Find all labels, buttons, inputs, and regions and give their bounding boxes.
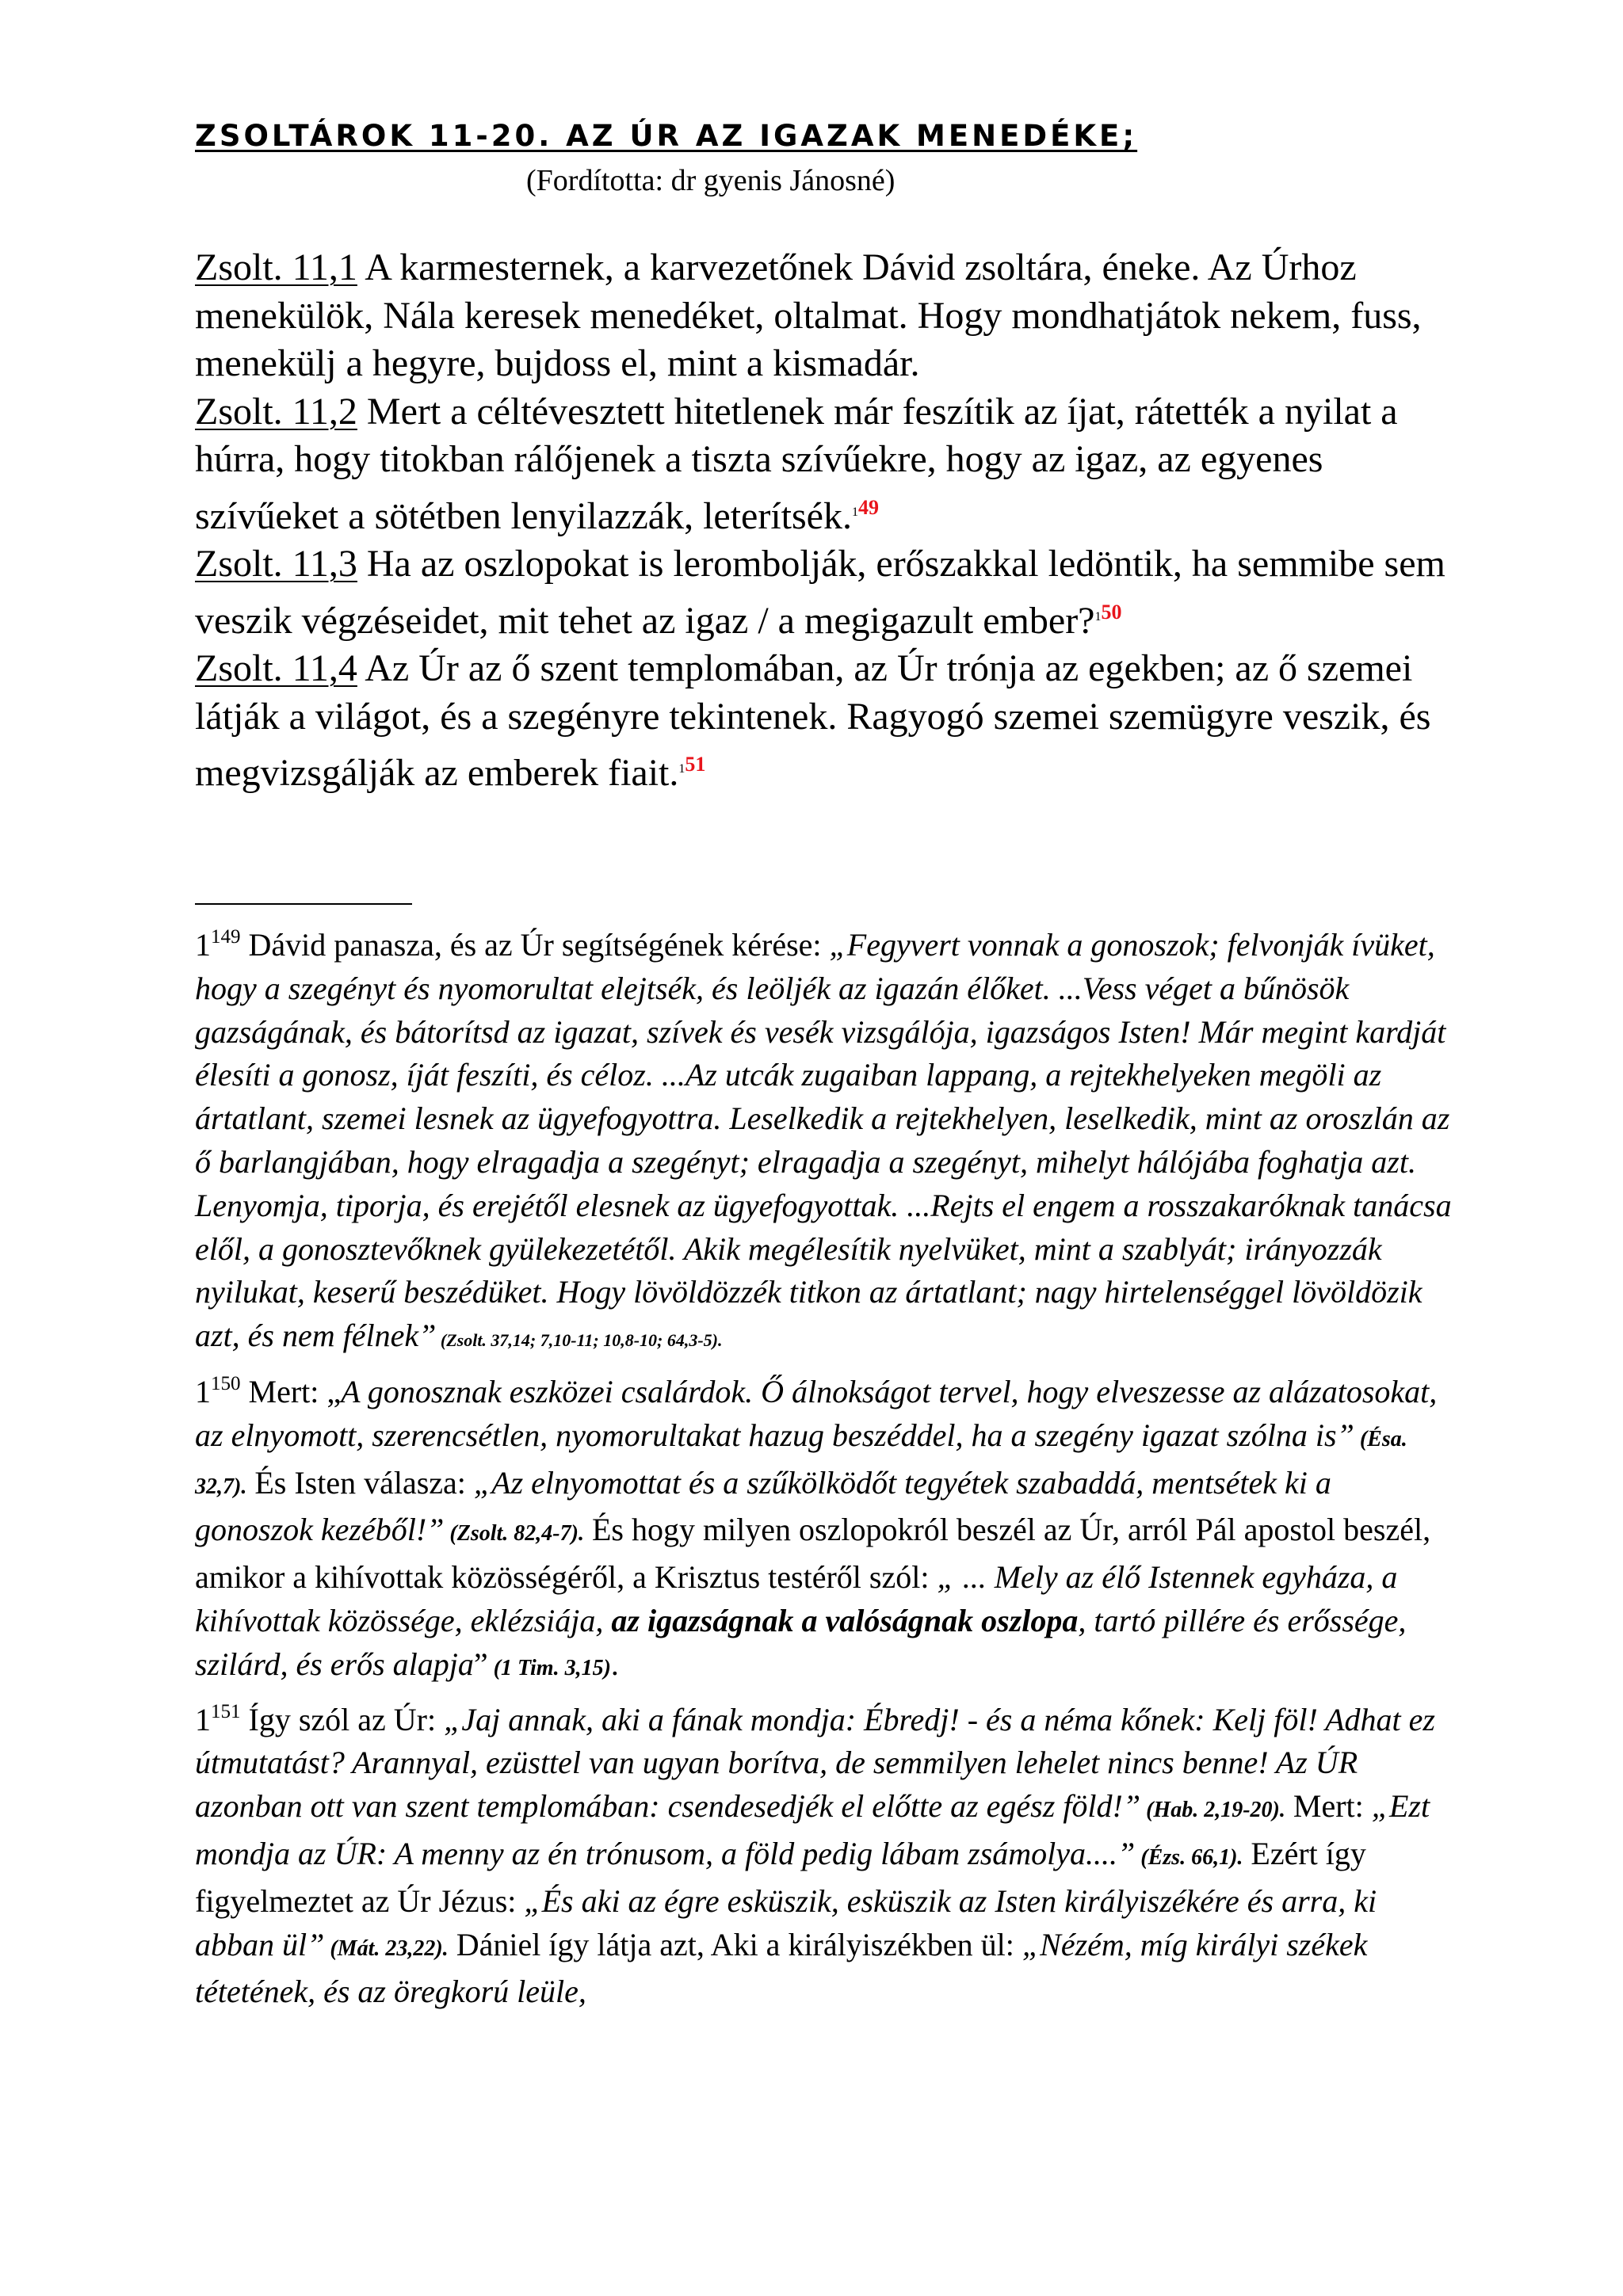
footnote-quote: , tartó pillére és erőssége, szilárd, és erős alapja <box>195 1602 1407 1682</box>
footnote-quote: „Fegyvert vonnak a gonoszok; felvonják ívüket, hogy a szegényt és nyomorultat elejtsék, és leöljék az igazán élőket. ...Vess véget a bűnösök gazságának, és bátorítsd az igazat, szívek és vesék vizsgálója, igazságos Isten! Már megint kardját élesíti a gonosz, íját feszíti, és céloz. ...Az utcák zugaiban lappang, a rejtekhelyeken megöli az ártatlant, szemei lesnek az ügyefogyottra. Leselkedik a rejtekhelyen, leselkedik, mint az oroszlán az ő barlangjában, hogy elragadja a szegényt; elragadja a szegényt, mihelyt hálójába foghatja azt. Lenyomja, tiporja, és erejétől elesnek az ügyefogyottak. ...Rejts el engem a rosszakaróknak tanácsa elől, a gonosztevőknek gyülekezetétől. Akik megélesítik nyelvüket, mint a szablyát; irányozzák nyilukat, keserű beszédüket. Hogy lövöldözzék titkon az ártatlant; nagy hirtelenséggel lövöldözik azt, és nem félnek” <box>195 927 1452 1354</box>
verse-text: Az Úr az ő szent templomában, az Úr trónja az egekben; az ő szemei látják a világot, és a szegényre tekintenek. Ragyogó szemei szemügyre veszik, és megvizsgálják az emberek fiait. <box>195 647 1431 794</box>
footnote-marker[interactable]: 51 <box>685 753 706 776</box>
footnote-quote: „Az elnyomottat és a szűkölködőt tegyétek szabaddá, mentsétek ki a gonoszok kezéből!” <box>195 1464 1331 1548</box>
footnote-quote: „Ezt mondja az ÚR: A menny az én trónusom, a föld pedig lábam zsámolya....” <box>195 1788 1430 1871</box>
title-text: ZSOLTÁROK 11-20. AZ ÚR AZ IGAZAK MENEDÉKE; <box>195 119 1138 153</box>
citation: (Mát. 23,22). <box>324 1936 449 1961</box>
footnote-marker-prefix: 1 <box>1094 609 1102 624</box>
footnote-quote: „Jaj annak, aki a fának mondja: Ébredj! - és a néma kőnek: Kelj föl! Adhat ez útmutatást? Arannyal, ezüsttel van ugyan borítva, de semmilyen lehelet nincs benne! Az ÚR azonban ott van szent templomában: csendesedjék el előtte az egész föld!” <box>195 1701 1435 1825</box>
footnote-quote: „Nézém, míg királyi székek tétetének, és az öregkorú leüle, <box>195 1926 1368 2010</box>
footnote-text: És hogy milyen oszlopokról beszél az Úr, arról Pál apostol beszél, amikor a kihívottak közösségéről, a Krisztus testéről szól: <box>195 1512 1431 1596</box>
footnote-quote: „ ... Mely az élő Istennek egyháza, a kihívottak közössége, eklézsiája, <box>195 1559 1398 1638</box>
verse-11-2 <box>195 388 1455 541</box>
footnote-text: És Isten válasza: <box>246 1464 474 1501</box>
footnote-text: ” <box>473 1646 488 1682</box>
footnote-text: Dániel így látja azt, Aki a királyiszékben ül: <box>448 1926 1022 1962</box>
footnote-text: Ezért így figyelmeztet az Úr Jézus: <box>195 1835 1366 1919</box>
footnote-marker-prefix: 1 <box>851 505 858 519</box>
verse-reference: Zsolt. 11,1 <box>195 246 357 288</box>
verse-text: A karmesternek, a karvezetőnek Dávid zsoltára, éneke. Az Úrhoz menekülök, Nála keresek menedéket, oltalmat. Hogy mondhatjátok nekem, fuss, menekülj a hegyre, bujdoss el, mint a kismadár. <box>195 246 1422 384</box>
footnote-quote: A gonosznak eszközei csalárdok. Ő álnokságot tervel, hogy elveszesse az alázatosokat, az elnyomott, szerencsétlen, nyomorultakat hazug beszéddel, ha a szegény igazat szólna is” <box>195 1373 1438 1453</box>
footnote-marker[interactable]: 50 <box>1101 600 1122 624</box>
footnote-separator <box>195 903 412 905</box>
citation: (Ésa. 32,7). <box>195 1426 1407 1499</box>
document-title <box>195 119 1304 166</box>
footnote-text: Mert: <box>1285 1788 1372 1825</box>
footnote-marker[interactable]: 49 <box>857 495 879 519</box>
footnote-151 <box>195 1691 1455 2015</box>
verse-reference: Zsolt. 11,3 <box>195 543 357 585</box>
footnote-149 <box>195 916 1455 1363</box>
translator-subtitle: (Fordította: dr gyenis Jánosné) <box>526 164 896 197</box>
footnote-number: $1^{151}$ <box>195 1700 241 1737</box>
citation: (Hab. 2,19-20). <box>1140 1798 1285 1823</box>
citation: (1 Tim. 3,15) <box>487 1655 611 1680</box>
citation: (Zsolt. 82,4-7). <box>444 1521 584 1547</box>
footnote-text: Így szól az Úr: <box>240 1701 445 1737</box>
footnote-text: Dávid panasza, és az Úr segítségének kérése: <box>240 927 830 963</box>
footnotes-block <box>195 916 1455 2014</box>
footnote-150 <box>195 1363 1455 1691</box>
emphasis: az igazságnak a valóságnak oszlopa <box>611 1602 1079 1638</box>
verse-reference: Zsolt. 11,4 <box>195 647 357 689</box>
footnote-marker-prefix: 1 <box>678 762 685 776</box>
verse-reference: Zsolt. 11,2 <box>195 390 357 433</box>
verse-11-4 <box>195 645 1455 798</box>
citation: (Zsolt. 37,14; 7,10-11; 10,8-10; 64,3-5). <box>436 1330 723 1351</box>
footnote-text: Mert: „ <box>240 1373 342 1409</box>
footnote-number: $1^{150}$ <box>195 1372 241 1409</box>
verse-text: Ha az oszlopokat is lerombolják, erőszakkal ledöntik, ha semmibe sem veszik végzéseidet, mit tehet az igaz / a megigazult ember? <box>195 543 1445 642</box>
verse-11-1 <box>195 244 1455 388</box>
verse-11-3 <box>195 540 1455 645</box>
citation: (Ézs. 66,1). <box>1135 1844 1243 1870</box>
footnote-number: $1^{149}$ <box>195 926 241 963</box>
verse-block <box>195 244 1455 798</box>
footnote-text: . <box>610 1646 619 1682</box>
verse-text: Mert a céltévesztett hitetlenek már feszítik az íjat, rátették a nyilat a húrra, hogy titokban rálőjenek a tiszta szívűekre, hogy az igaz, az egyenes szívűeket a sötétben lenyilazzák, leterítsék. <box>195 390 1398 537</box>
footnote-quote: „És aki az égre esküszik, esküszik az Isten királyiszékére és arra, ki abban ül” <box>195 1882 1377 1962</box>
